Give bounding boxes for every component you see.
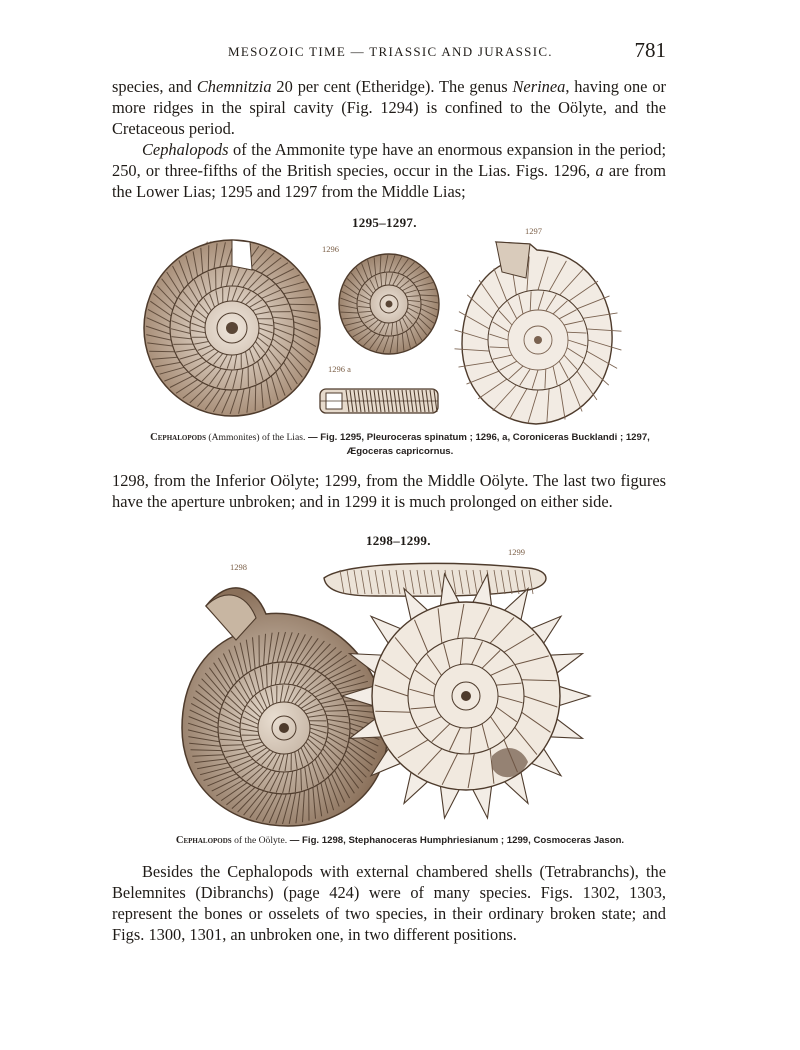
- paragraph-2-text-d: are from the Lower Lias; 1295 and 1297 from the Middle Lias;: [112, 161, 666, 201]
- paragraph-1-text-e: , having one or more ridges in the spiral cavity (Fig. 1294) is confined to the Oölyte, and the Cretaceous period.: [112, 77, 666, 138]
- figure-label-1298: 1298: [230, 562, 247, 572]
- caption-2-lead-rest: of the Oölyte.: [231, 835, 288, 846]
- figure-caption-1298-1299: [100, 834, 700, 848]
- caption-2-text: — Fig. 1298, Stephanoceras Humphriesianum ; 1299, Cosmoceras Jason.: [287, 835, 625, 846]
- paragraph-1-text-c: 20 per cent (Etheridge). The genus: [271, 77, 513, 96]
- running-title: MESOZOIC TIME — TRIASSIC AND JURASSIC.: [228, 44, 553, 59]
- figure-heading-1295-1297: 1295–1297.: [352, 215, 417, 230]
- paragraph-1: [112, 76, 666, 139]
- running-head: [118, 38, 668, 66]
- ammonite-1295-icon: [140, 236, 324, 420]
- caption-lead-rest: (Ammonites) of the Lias.: [205, 432, 306, 443]
- caption-2-lead: Cephalopods: [175, 835, 232, 846]
- ammonite-1299-icon: [316, 556, 628, 826]
- figure-heading-1298-1299: 1298–1299.: [366, 533, 431, 548]
- ammonite-1297-icon: [456, 238, 618, 428]
- paragraph-2-text-b: of the Ammonite type have an enormous expansion in the period; 250, or three-fifths of the British species, occur in the Lias. Figs. 1296,: [112, 140, 666, 180]
- ammonite-1296a-side-icon: [318, 383, 440, 419]
- caption-text: — Fig. 1295, Pleuroceras spinatum ; 1296, a, Coroniceras Bucklandi ; 1297,: [305, 432, 650, 443]
- figure-label-1297: 1297: [525, 226, 542, 236]
- genus-nerinea: Nerinea: [512, 77, 566, 96]
- figure-label-1296a: 1296 a: [328, 364, 351, 374]
- figure-label-1299: 1299: [508, 547, 525, 557]
- term-cephalopods: Cephalopods: [142, 140, 229, 159]
- ammonite-1296-icon: [337, 252, 441, 356]
- paragraph-3: 1298, from the Inferior Oölyte; 1299, from the Middle Oölyte. The last two figures have the aperture unbroken; and in 1299 it is much prolonged on either side.: [112, 471, 666, 511]
- caption-line-2: Ægoceras capricornus.: [346, 446, 454, 457]
- genus-chemnitzia: Chemnitzia: [196, 77, 272, 96]
- paragraph-1-text-a: species, and: [112, 77, 197, 96]
- page-number: 781: [634, 38, 666, 62]
- paragraph-4: Besides the Cephalopods with external chambered shells (Tetrabranchs), the Belemnites (Dibranchs) (page 424) were of many species. Figs. 1302, 1303, represent the bones or osselets of two species, in their ordinary broken state; and Figs. 1300, 1301, an unbroken one, in two different positions.: [112, 862, 666, 944]
- figure-letter-a: a: [595, 161, 604, 180]
- caption-lead: Cephalopods: [150, 432, 206, 443]
- figure-label-1296: 1296: [322, 244, 339, 254]
- paragraph-2: [112, 139, 666, 202]
- figure-caption-1295-1297: [100, 431, 700, 459]
